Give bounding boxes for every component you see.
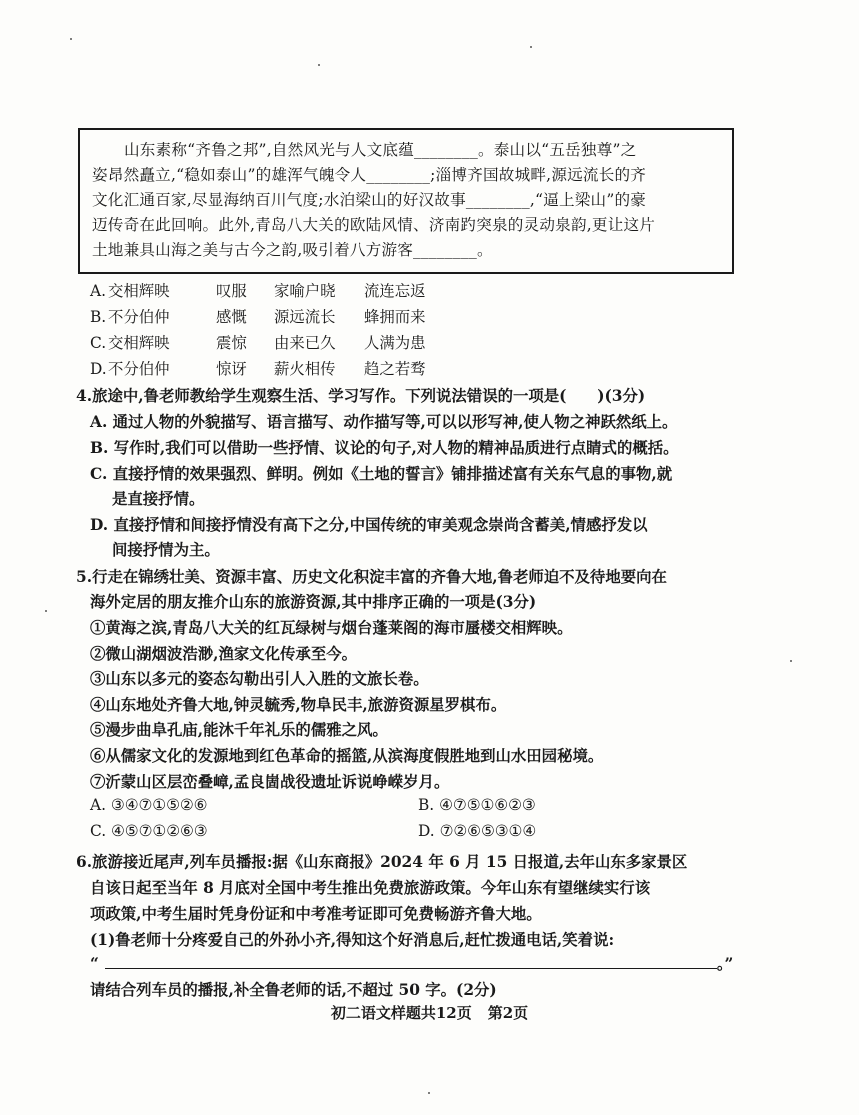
q5-item: ②微山湖烟波浩渺,渔家文化传承至今。 [90,645,357,663]
answer-blank[interactable] [105,954,717,969]
scan-speck [790,660,792,662]
passage-line: 山东素称“齐鲁之邦”,自然风光与人文底蕴________。泰山以“五岳独尊”之 [124,141,637,159]
scan-speck [318,64,320,66]
q4-stem: 4.旅途中,鲁老师教给学生观察生活、学习写作。下列说法错误的一项是( )(3分) [76,387,646,405]
passage-box [78,128,734,274]
passage-line: 土地兼具山海之美与古今之韵,吸引着八方游客________。 [92,241,493,259]
q3-option-c: C. 交相辉映 震惊 由来已久 人满为患 [90,334,426,352]
q5-item: ③山东以多元的姿态勾勒出引人入胜的文旅长卷。 [90,670,429,688]
q3-option-d: D.不分伯仲 惊讶 薪火相传 趋之若骛 [90,360,426,378]
q4-option-c-line2: 是直接抒情。 [112,490,205,508]
close-quote: 。” [716,955,734,973]
q4-option-d-line1: D. 直接抒情和间接抒情没有高下之分,中国传统的审美观念崇尚含蓄美,情感抒发以 [90,516,648,534]
passage-line: 文化汇通百家,尽显海纳百川气度;水泊梁山的好汉故事________,“逼上梁山”的豪 [92,191,647,209]
q3-option-a: A. 交相辉映 叹服 家喻户晓 流连忘返 [90,282,426,300]
q5-item: ④山东地处齐鲁大地,钟灵毓秀,物阜民丰,旅游资源星罗棋布。 [90,696,507,714]
open-quote: “ [90,955,99,973]
q6-stem-line2: 自该日起至当年 8 月底对全国中考生推出免费旅游政策。今年山东有望继续实行该 [90,879,651,897]
q5-option-d: D. ⑦②⑥⑤③①④ [418,822,537,840]
q6-stem-line1: 6.旅游接近尾声,列车员播报:据《山东商报》2024 年 6 月 15 日报道,去年山东多家景区 [76,853,688,871]
footer-title: 初二语文样题共12页 [330,1004,472,1022]
q5-stem-line1: 5.行走在锦绣壮美、资源丰富、历史文化积淀丰富的齐鲁大地,鲁老师迫不及待地要向在 [76,568,667,586]
scan-speck [45,610,47,612]
q5-stem-line2: 海外定居的朋友推介山东的旅游资源,其中排序正确的一项是(3分) [90,593,537,611]
q5-item: ⑦沂蒙山区层峦叠嶂,孟良崮战役遗址诉说峥嵘岁月。 [90,773,450,791]
q4-option-c-line1: C. 直接抒情的效果强烈、鲜明。例如《土地的誓言》铺排描述富有关东气息的事物,就 [90,465,673,483]
q5-option-c: C. ④⑤⑦①②⑥③ [90,822,208,840]
q5-item: ⑤漫步曲阜孔庙,能沐千年礼乐的儒雅之风。 [90,721,388,739]
q4-option-a: A. 通过人物的外貌描写、语言描写、动作描写等,可以以形写神,使人物之神跃然纸上。 [90,413,678,431]
q5-option-a: A. ③④⑦①⑤②⑥ [90,796,208,814]
q4-option-b: B. 写作时,我们可以借助一些抒情、议论的句子,对人物的精神品质进行点睛式的概括。 [90,439,679,457]
scan-speck [530,46,532,48]
scan-speck [428,1092,430,1094]
q5-item: ⑥从儒家文化的发源地到红色革命的摇篮,从滨海度假胜地到山水田园秘境。 [90,747,604,765]
q6-subquestion-1: (1)鲁老师十分疼爱自己的外孙小齐,得知这个好消息后,赶忙拨通电话,笑着说: [90,931,615,949]
q6-answer-line [90,952,733,974]
q3-option-b: B. 不分伯仲 感慨 源远流长 蜂拥而来 [90,308,426,326]
page-footer [0,1002,859,1023]
q4-option-d-line2: 间接抒情为主。 [112,541,220,559]
passage-line: 姿昂然矗立,“稳如泰山”的雄浑气魄令人________;淄博齐国故城畔,源远流长的齐 [92,166,647,184]
passage-line: 迈传奇在此回响。此外,青岛八大关的欧陆风情、济南趵突泉的灵动泉韵,更让这片 [92,216,656,234]
scan-speck [70,38,72,40]
q5-option-b: B. ④⑦⑤①⑥②③ [418,796,536,814]
footer-page-number: 第2页 [487,1004,529,1022]
q6-stem-line3: 项政策,中考生届时凭身份证和中考准考证即可免费畅游齐鲁大地。 [90,905,542,923]
q5-item: ①黄海之滨,青岛八大关的红瓦绿树与烟台蓬莱阁的海市蜃楼交相辉映。 [90,619,573,637]
q6-instruction: 请结合列车员的播报,补全鲁老师的话,不超过 50 字。(2分) [90,981,497,999]
